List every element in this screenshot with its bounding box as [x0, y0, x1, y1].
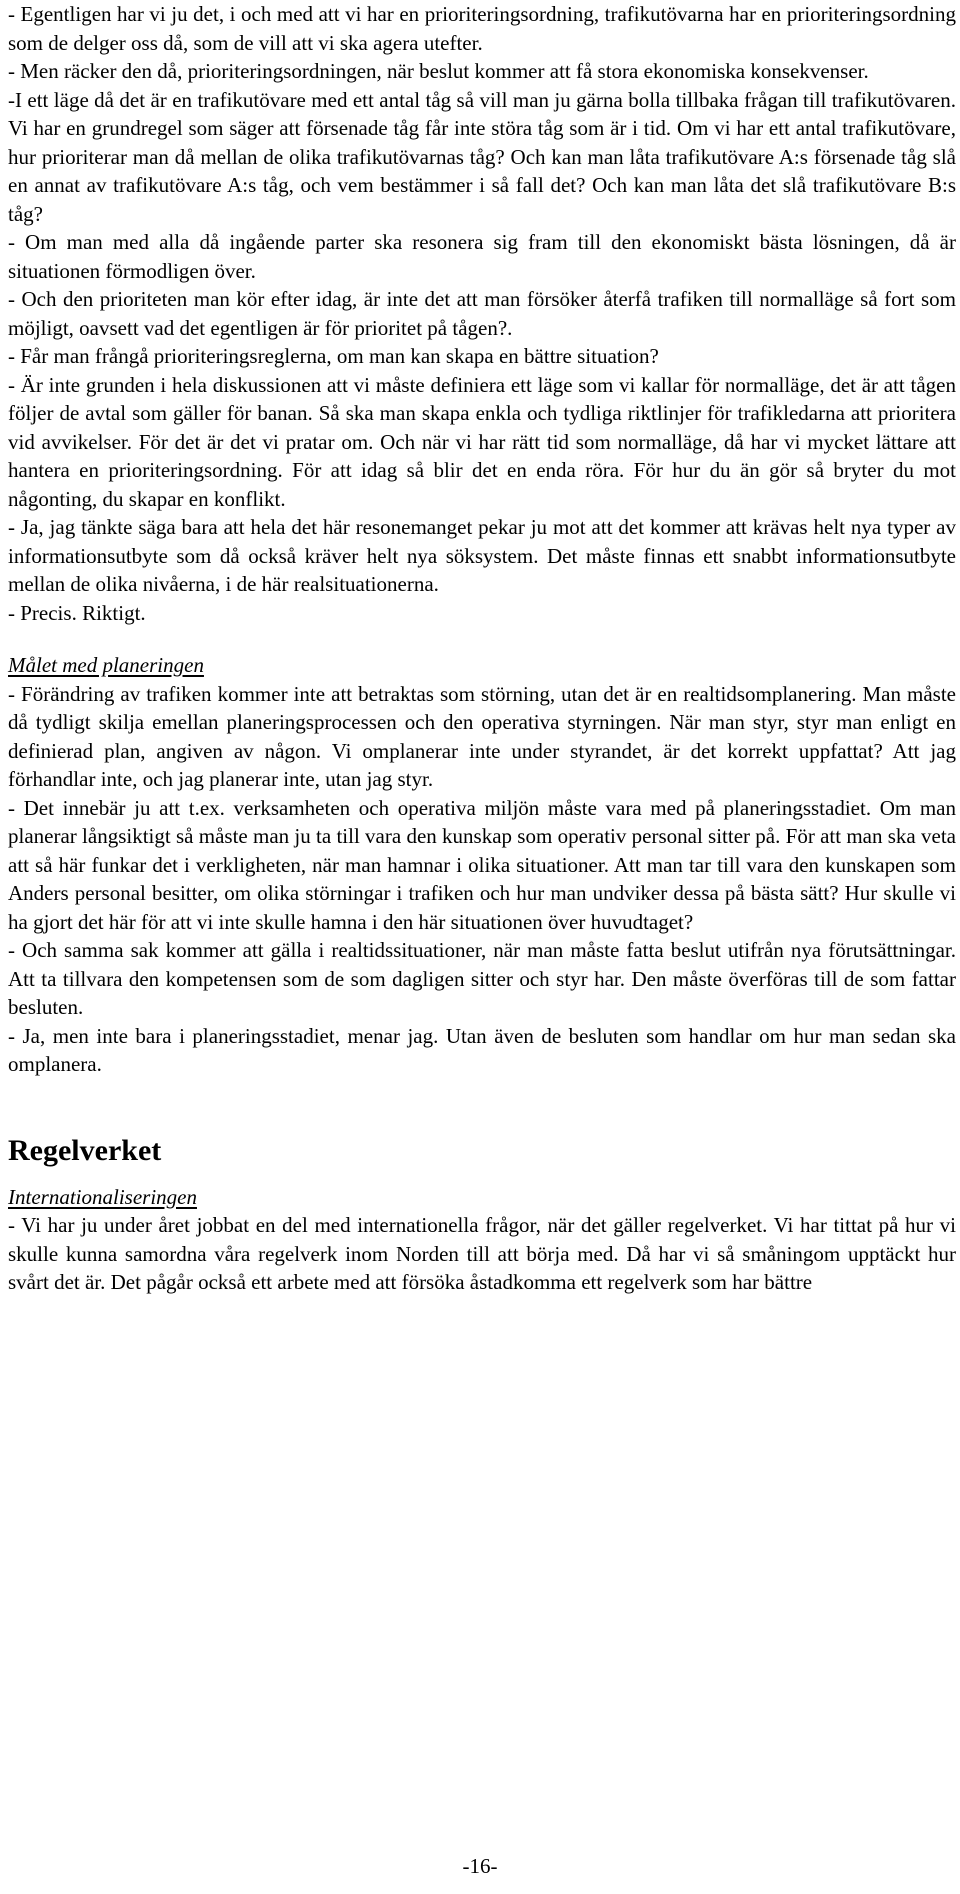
paragraph: - Ja, men inte bara i planeringsstadiet, menar jag. Utan även de besluten som handlar om hur man sedan ska omplanera.	[8, 1023, 956, 1076]
paragraph: -I ett läge då det är en trafikutövare med ett antal tåg så vill man ju gärna bolla tillbaka frågan till trafikutövaren. Vi har en grundregel som säger att försenade tåg får inte störa tåg som är i tid. Om vi har ett antal trafikutövare, hur prioriterar man då mellan de olika trafikutövarnas tåg? Och kan man låta trafikutövare A:s försenade tåg slå en annat av trafikutövare A:s tåg, och vem bestämmer i så fall det? Och kan man låta det slå trafikutövare B:s tåg?	[8, 87, 956, 226]
paragraph: - Men räcker den då, prioriteringsordningen, när beslut kommer att få stora ekonomiska konsekvenser.	[8, 59, 869, 83]
paragraph: - Ja, jag tänkte säga bara att hela det här resonemanget pekar ju mot att det kommer att krävas helt nya typer av informationsutbyte som då också kräver helt nya söksystem. Det måste finnas ett snabbt informationsutbyte mellan de olika nivåerna, i de här realsituationerna.	[8, 515, 956, 596]
paragraph: - Och den prioriteten man kör efter idag, är inte det att man försöker återfå trafiken till normalläge så fort som möjligt, oavsett vad det egentligen är för prioritet på tågen?.	[8, 287, 956, 340]
paragraph: - Förändring av trafiken kommer inte att betraktas som störning, utan det är en realtidsomplanering. Man måste då tydligt skilja emellan planeringsprocessen och den operativa styrningen. När man styr, styr man enligt en definierad plan, angiven av någon. Vi omplanerar inte under styrandet, är det korrekt uppfattat? Att jag förhandlar inte, och jag planerar inte, utan jag styr.	[8, 681, 956, 791]
section-prioritering	[8, 0, 956, 627]
paragraph: - Egentligen har vi ju det, i och med att vi har en prioriteringsordning, trafikutövarna har en prioriteringsordning som de delger oss då, som de vill att vi ska agera utefter.	[8, 2, 956, 55]
page-number: -16-	[462, 1854, 498, 1878]
document-page	[8, 0, 956, 1297]
subheading-malet-med-planeringen: Målet med planeringen	[8, 653, 204, 677]
paragraph: - Får man frångå prioriteringsreglerna, om man kan skapa en bättre situation?	[8, 344, 659, 368]
paragraph: - Det innebär ju att t.ex. verksamheten och operativa miljön måste vara med på planeringsstadiet. Om man planerar långsiktigt så måste man ju ta till vara den kunskap som operativ personal sitter på. För att man ska veta att så här funkar det i verkligheten, när man hamnar i olika situationer. Att man tar till vara den kunskapen som Anders personal besitter, om olika störningar i trafiken och hur man undviker dessa på bästa sätt? Hur skulle vi ha gjort det här för att vi inte skulle hamna i den här situationen över huvudtaget?	[8, 795, 956, 934]
paragraph: - Om man med alla då ingående parter ska resonera sig fram till den ekonomiskt bästa lösningen, då är situationen förmodligen över.	[8, 230, 956, 283]
paragraph: - Precis. Riktigt.	[8, 600, 146, 625]
section-regelverket	[8, 1131, 956, 1297]
section-malet-med-planeringen	[8, 651, 956, 1079]
paragraph: - Vi har ju under året jobbat en del med internationella frågor, när det gäller regelverket. Vi har tittat på hur vi skulle kunna samordna våra regelverk inom Norden till att börja med. Då har vi så småningom upptäckt hur svårt det är. Det pågår också ett arbete med att försöka åstadkomma ett regelverk som har bättre	[8, 1213, 956, 1294]
heading-regelverket: Regelverket	[8, 1133, 162, 1167]
subheading-internationaliseringen: Internationaliseringen	[8, 1184, 197, 1209]
paragraph: - Och samma sak kommer att gälla i realtidssituationer, när man måste fatta beslut utifrån nya förutsättningar. Att ta tillvara den kompetensen som de som dagligen sitter och styr har. Den måste överföras till de som fattar besluten.	[8, 938, 956, 1019]
paragraph: - Är inte grunden i hela diskussionen att vi måste definiera ett läge som vi kallar för normalläge, det är att tågen följer de avtal som gäller för banan. Så ska man skapa enkla och tydliga riktlinjer för trafikledarna att prioritera vid avvikelser. För det är det vi pratar om. Och när vi har rätt tid som normalläge, då har vi mycket lättare att hantera en prioriteringsordning. För att idag så blir det en enda röra. För hur du än gör så bryter du mot någonting, du skapar en konflikt.	[8, 372, 956, 511]
